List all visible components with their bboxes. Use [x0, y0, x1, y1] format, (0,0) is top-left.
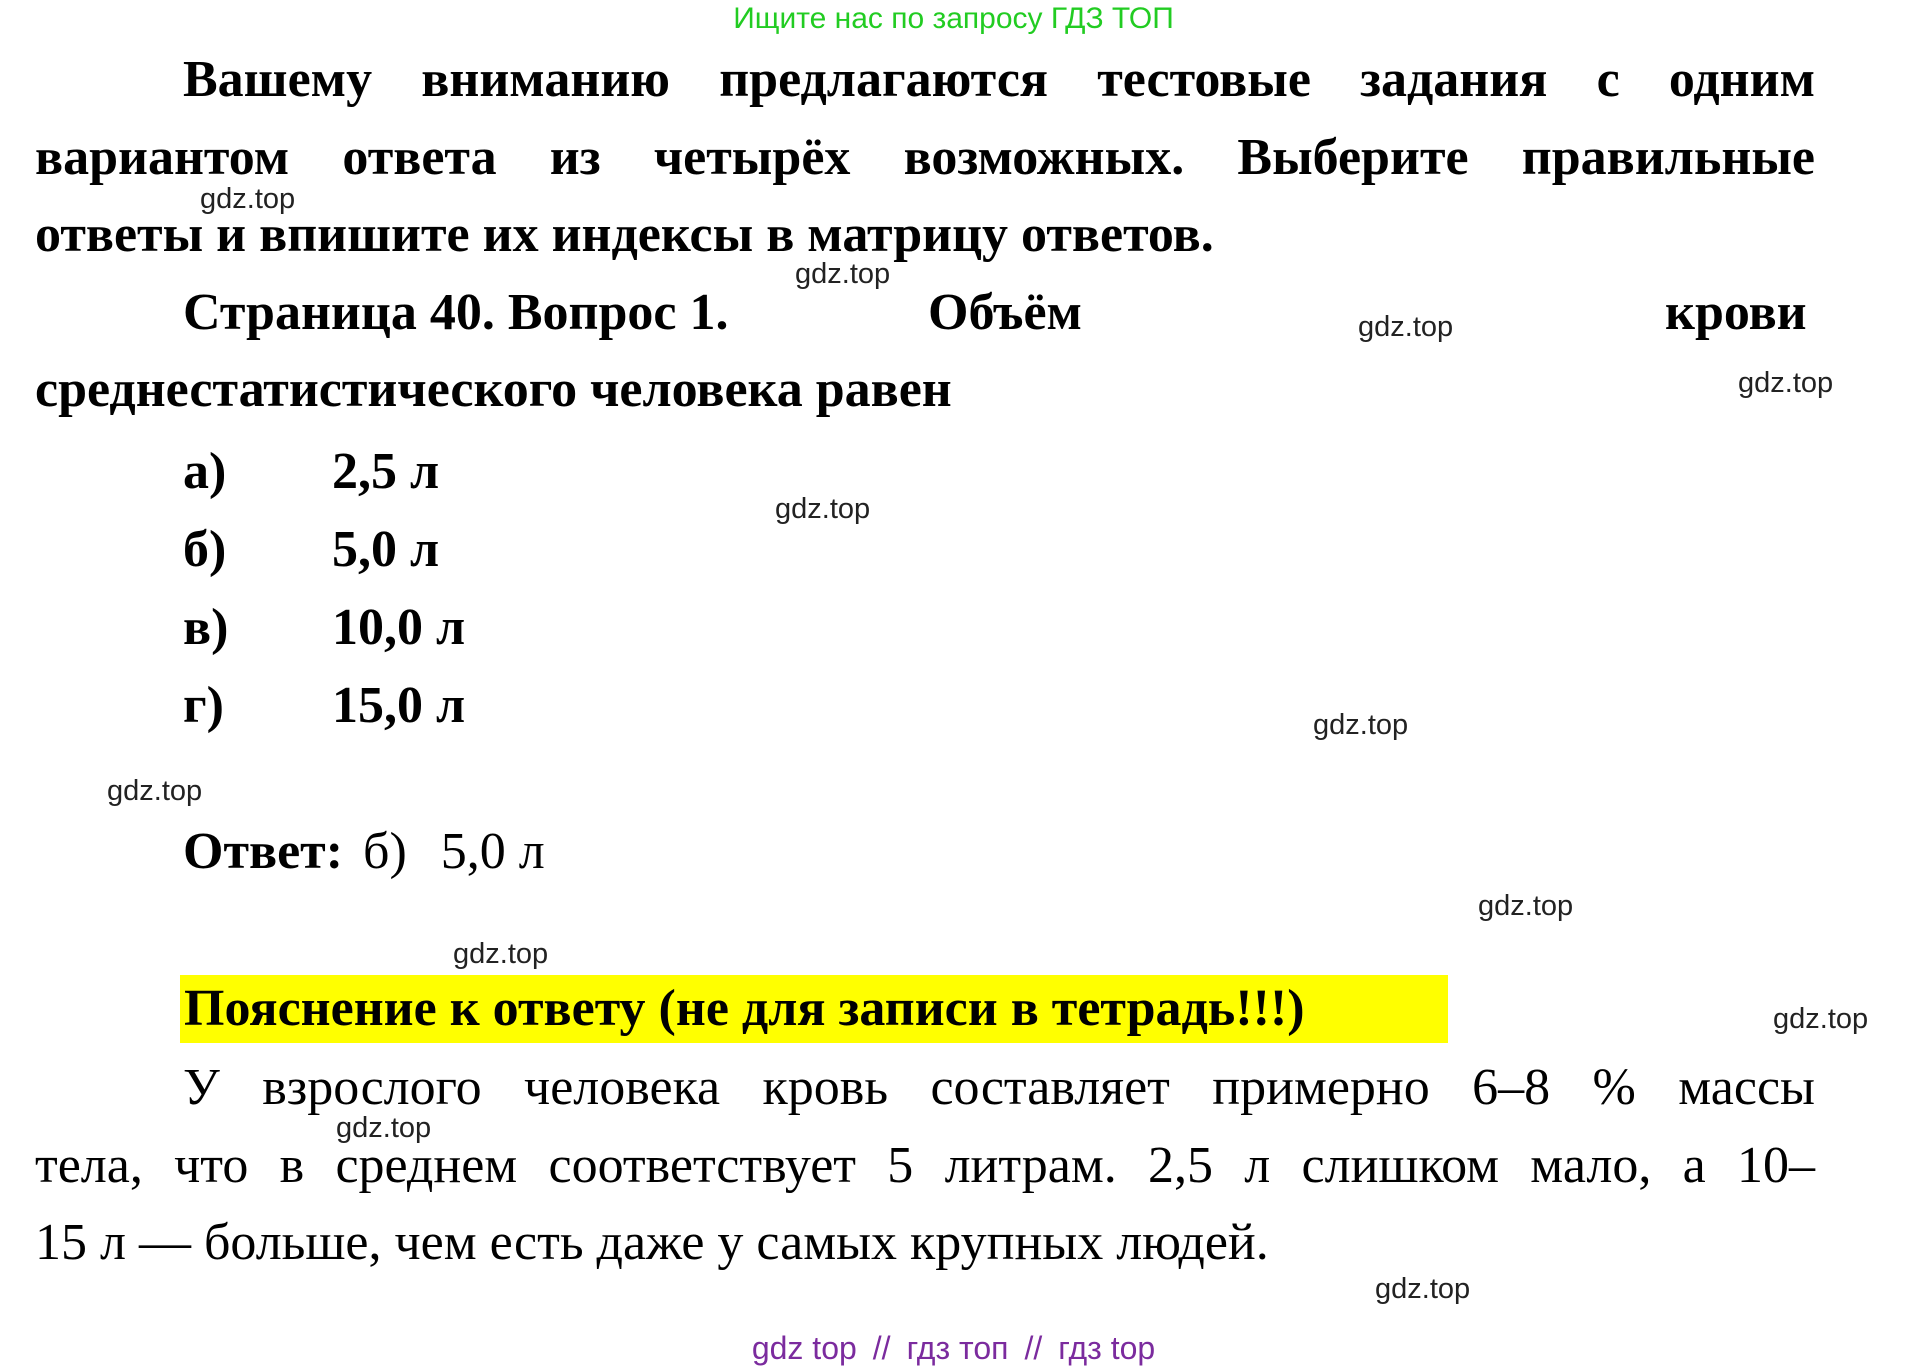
- watermark: gdz.top: [453, 938, 549, 970]
- answer-value: 5,0 л: [440, 823, 545, 880]
- explanation-heading: Пояснение к ответу (не для записи в тетрадь!!!): [180, 975, 1448, 1043]
- footer: [0, 1330, 1907, 1367]
- watermark: gdz.top: [200, 183, 296, 215]
- footer-separator: //: [872, 1330, 891, 1366]
- watermark: gdz.top: [775, 493, 871, 525]
- watermark: gdz.top: [107, 775, 203, 807]
- watermark: gdz.top: [1375, 1273, 1471, 1305]
- watermark: gdz.top: [1773, 1003, 1869, 1035]
- option-a-value: 2,5 л: [332, 443, 440, 500]
- footer-link-gdz-top-ru[interactable]: гдз топ: [906, 1330, 1009, 1366]
- option-d-letter: г): [183, 677, 224, 734]
- option-b-value: 5,0 л: [332, 521, 440, 578]
- top-banner: Ищите нас по запросу ГДЗ ТОП: [733, 2, 1174, 35]
- option-a-letter: а): [183, 443, 227, 500]
- option-d-value: 15,0 л: [332, 677, 466, 734]
- question-text-mid: крови: [1665, 284, 1807, 341]
- answer-label: Ответ:: [183, 823, 344, 880]
- option-b-letter: б): [183, 521, 227, 578]
- footer-link-gdz-top[interactable]: gdz top: [751, 1330, 857, 1366]
- option-c-letter: в): [183, 599, 229, 656]
- question-number: Страница 40. Вопрос 1.: [183, 284, 729, 341]
- option-c-value: 10,0 л: [332, 599, 466, 656]
- watermark: gdz.top: [1313, 709, 1409, 741]
- answer-letter: б): [363, 823, 407, 880]
- intro-line-1: Вашему вниманию предлагаются тестовые задания с одним: [183, 51, 1815, 108]
- intro-line-2: вариантом ответа из четырёх возможных. Выберите правильные: [35, 129, 1815, 186]
- question-text-start: Объём: [928, 284, 1082, 341]
- watermark: gdz.top: [795, 258, 891, 290]
- explanation-line-1: У взрослого человека кровь составляет примерно 6–8 % массы: [183, 1059, 1815, 1116]
- watermark: gdz.top: [1478, 890, 1574, 922]
- explanation-line-3: 15 л — больше, чем есть даже у самых крупных людей.: [35, 1214, 1269, 1271]
- explanation-line-2: тела, что в среднем соответствует 5 литрам. 2,5 л слишком мало, а 10–: [35, 1137, 1815, 1194]
- question-text-line-2: среднестатистического человека равен: [35, 361, 952, 418]
- intro-line-3: ответы и впишите их индексы в матрицу ответов.: [35, 206, 1214, 263]
- footer-link-gdz-top-mixed[interactable]: гдз top: [1058, 1330, 1156, 1366]
- watermark: gdz.top: [1358, 311, 1454, 343]
- footer-separator: //: [1024, 1330, 1043, 1366]
- watermark: gdz.top: [336, 1112, 432, 1144]
- watermark: gdz.top: [1738, 367, 1834, 399]
- answer-line: [183, 822, 545, 881]
